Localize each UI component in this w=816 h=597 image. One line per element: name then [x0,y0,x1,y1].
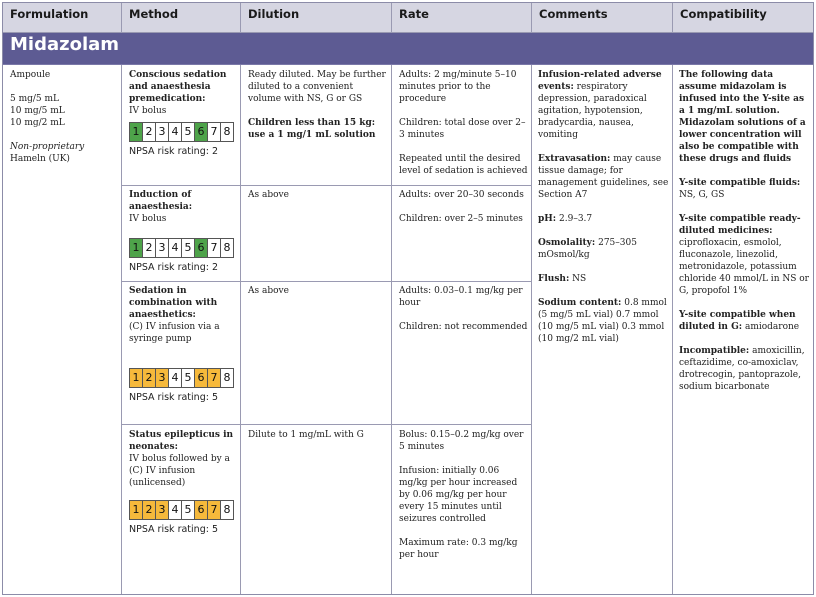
comment-item [538,153,669,201]
formulation-strength: 10 mg/2 mL [10,118,65,128]
rate-cell [399,285,528,345]
risk-box-6: 6 [194,122,208,142]
rate-text: Maximum rate: 0.3 mg/kg per hour [399,538,518,560]
comment-label: Infusion-related adverse events: [538,70,662,92]
comment-label: pH: [538,214,557,224]
risk-box-6: 6 [194,368,208,388]
rate-text: Repeated until the desired level of sedation is achieved [399,154,528,176]
comment-item [538,213,669,225]
risk-box-2: 2 [142,500,156,520]
risk-box-1: 1 [129,368,143,388]
risk-bar [129,238,239,258]
formulation-note: Non-proprietary [10,142,85,152]
risk-box-7: 7 [207,238,221,258]
risk-box-6: 6 [194,500,208,520]
method-route: IV bolus [129,214,167,224]
risk-box-8: 8 [220,500,234,520]
risk-box-8: 8 [220,368,234,388]
rate-text: Children: total dose over 2–3 minutes [399,118,526,140]
comment-text: may cause tissue damage; for management guidelines, see Section A7 [538,154,669,200]
risk-box-2: 2 [142,238,156,258]
formulation-heading: Ampoule [10,70,51,80]
method-route: IV bolus [129,106,167,116]
risk-box-5: 5 [181,238,195,258]
rate-cell [399,69,528,189]
rate-text: Children: over 2–5 minutes [399,214,523,224]
comment-item [538,297,669,345]
risk-box-3: 3 [155,238,169,258]
risk-box-1: 1 [129,238,143,258]
risk-box-1: 1 [129,122,143,142]
comment-label: Sodium content: [538,298,622,308]
risk-box-4: 4 [168,238,182,258]
risk-box-3: 3 [155,368,169,388]
formulation-strength: 10 mg/5 mL [10,106,65,116]
header-formulation: Formulation [3,3,122,33]
dilution-text: As above [248,286,289,296]
compat-text: ciprofloxacin, esmolol, fluconazole, linezolid, metronidazole, potassium chloride 40 mmol/L in NS or G, propofol 1% [679,238,809,296]
method-title: Status epilepticus in neonates: [129,430,234,452]
comment-label: Flush: [538,274,570,284]
formulation-cell [10,69,118,165]
comment-text: 0.8 mmol (5 mg/5 mL vial) 0.7 mmol (10 mg/5 mL vial) 0.3 mmol (10 mg/2 mL vial) [538,298,667,344]
risk-box-8: 8 [220,238,234,258]
risk-box-8: 8 [220,122,234,142]
compat-item [679,69,809,165]
compat-label: Y-site compatible ready-diluted medicines: [679,214,801,236]
dilution-cell [248,69,388,153]
risk-box-4: 4 [168,368,182,388]
method-route: (C) IV infusion via a syringe pump [129,322,220,344]
risk-box-7: 7 [207,500,221,520]
risk-box-2: 2 [142,368,156,388]
rate-text: Children: not recommended [399,322,528,332]
risk-box-4: 4 [168,500,182,520]
comment-item [538,69,669,141]
header-rate: Rate [392,3,532,33]
compat-label: The following data assume midazolam is infused into the Y-site as a 1 mg/mL solution. Midazolam solutions of a lower concentration will also be compatible with these drugs and fluids [679,70,806,164]
method-route: IV bolus followed by a (C) IV infusion (unlicensed) [129,454,230,488]
dilution-cell [248,189,388,213]
comment-label: Extravasation: [538,154,611,164]
compat-label: Y-site compatible when diluted in G: [679,310,796,332]
compat-label: Incompatible: [679,346,750,356]
dilution-text: Dilute to 1 mg/mL with G [248,430,364,440]
risk-rating: NPSA risk rating: 5 [129,524,218,535]
rate-text: Adults: over 20–30 seconds [399,190,524,200]
rate-text: Infusion: initially 0.06 mg/kg per hour increased by 0.06 mg/kg per hour every 15 minutes until seizures controlled [399,466,518,524]
compatibility-cell [679,69,809,405]
compat-item [679,309,809,333]
compat-label: Y-site compatible fluids: [679,178,801,188]
formulation-strength: 5 mg/5 mL [10,94,60,104]
method-cell [129,69,239,158]
header-method: Method [122,3,241,33]
risk-box-2: 2 [142,122,156,142]
method-title: Induction of anaesthesia: [129,190,193,212]
rate-text: Adults: 2 mg/minute 5–10 minutes prior to the procedure [399,70,517,104]
method-cell [129,429,239,536]
dilution-cell [248,285,388,309]
risk-bar [129,122,239,142]
risk-bar [129,500,239,520]
compat-text: NS, G, GS [679,190,725,200]
comment-item [538,237,669,261]
risk-box-3: 3 [155,122,169,142]
method-cell [129,285,239,404]
manufacturer: Hameln (UK) [10,154,70,164]
risk-box-5: 5 [181,368,195,388]
risk-box-4: 4 [168,122,182,142]
dilution-text: As above [248,190,289,200]
method-title: Conscious sedation and anaesthesia premedication: [129,70,227,104]
method-cell [129,189,239,274]
rate-text: Bolus: 0.15–0.2 mg/kg over 5 minutes [399,430,524,452]
rate-text: Adults: 0.03–0.1 mg/kg per hour [399,286,523,308]
comment-label: Osmolality: [538,238,596,248]
dilution-cell [248,429,388,453]
rate-cell [399,429,528,573]
risk-rating: NPSA risk rating: 2 [129,146,218,157]
risk-box-3: 3 [155,500,169,520]
comment-text: 2.9–3.7 [559,214,593,224]
risk-box-7: 7 [207,368,221,388]
drug-title: Midazolam [3,33,813,65]
rate-cell [399,189,528,237]
drug-monograph-table [2,2,814,595]
row-divider [122,281,532,282]
risk-rating: NPSA risk rating: 2 [129,262,218,273]
comments-cell [538,69,669,357]
header-dilution: Dilution [241,3,392,33]
compat-item [679,213,809,297]
compat-item [679,177,809,201]
header-compatibility: Compatibility [673,3,813,33]
risk-bar [129,368,239,388]
risk-rating: NPSA risk rating: 5 [129,392,218,403]
row-divider [122,424,532,425]
dilution-text: Children less than 15 kg: use a 1 mg/1 mL solution [248,118,376,140]
risk-box-5: 5 [181,122,195,142]
comment-text: respiratory depression, paradoxical agitation, hypotension, bradycardia, nausea, vomiting [538,82,647,140]
risk-box-7: 7 [207,122,221,142]
comment-item [538,273,669,285]
risk-box-6: 6 [194,238,208,258]
compat-text: amoxicillin, ceftazidime, co-amoxiclav, drotrecogin, pantoprazole, sodium bicarbonate [679,346,805,392]
header-comments: Comments [532,3,673,33]
compat-item [679,345,809,393]
risk-box-5: 5 [181,500,195,520]
comment-text: NS [572,274,587,284]
method-title: Sedation in combination with anaesthetics: [129,286,218,320]
dilution-text: Ready diluted. May be further diluted to a convenient volume with NS, G or GS [248,70,386,104]
comment-text: 275–305 mOsmol/kg [538,238,637,260]
risk-box-1: 1 [129,500,143,520]
compat-text: amiodarone [744,322,800,332]
